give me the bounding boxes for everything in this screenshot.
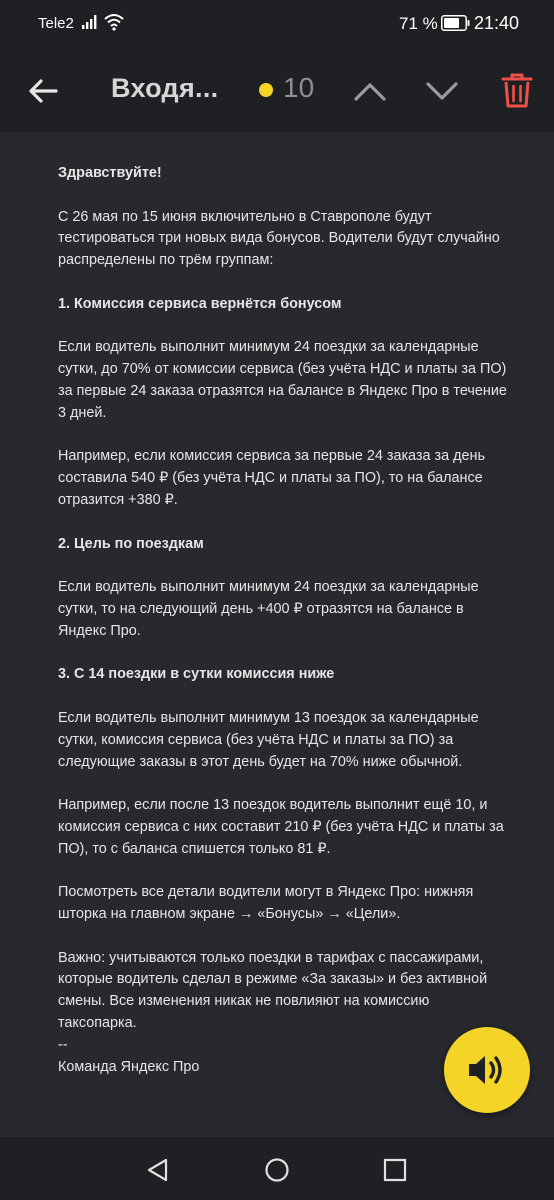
read-aloud-button[interactable] xyxy=(444,1027,530,1113)
square-recents-icon xyxy=(383,1158,407,1182)
section-3-title: 3. С 14 поездки в сутки комиссия ниже xyxy=(58,666,335,683)
system-back-button[interactable] xyxy=(145,1157,171,1183)
section-3-example: Например, если после 13 поездок водитель выполнит ещё 10, и комиссия сервиса с них составит 210 ₽ (без учёта НДС и платы за ПО), то с баланса спишется только 81 ₽. xyxy=(58,797,504,857)
folder-title: Входя... xyxy=(111,73,219,103)
section-2-text: Если водитель выполнит минимум 24 поездки за календарные сутки, то на следующий день +400 ₽ отразятся на балансе в Яндекс Про. xyxy=(58,579,479,639)
chevron-up-icon xyxy=(350,72,390,110)
carrier-name: Tele2 xyxy=(38,15,74,32)
section-1-title: 1. Комиссия сервиса вернётся бонусом xyxy=(58,295,342,312)
wifi-icon xyxy=(104,13,124,36)
greeting: Здравствуйте! xyxy=(58,165,162,181)
message-toolbar xyxy=(0,48,554,132)
speaker-icon xyxy=(466,1052,508,1088)
previous-message-button[interactable] xyxy=(350,72,390,110)
system-recents-button[interactable] xyxy=(383,1158,407,1182)
unread-dot-icon xyxy=(259,83,273,97)
status-time: 21:40 xyxy=(474,13,520,33)
details-paragraph: Посмотреть все детали водители могут в Яндекс Про: нижняя шторка на главном экране → «Бонусы» → «Цели». xyxy=(58,884,474,923)
circle-home-icon xyxy=(264,1157,290,1183)
important-paragraph: Важно: учитываются только поездки в тарифах с пассажирами, которые водитель сделал в режиме «За заказы» и без активной смены. Все изменения никак не повлияют на комиссию таксопарка. xyxy=(58,949,488,1032)
back-button[interactable] xyxy=(24,72,62,110)
signature-separator: -- xyxy=(58,1036,68,1053)
system-home-button[interactable] xyxy=(264,1157,290,1183)
system-nav-bar xyxy=(0,1137,554,1200)
unread-count: 10 xyxy=(283,72,315,103)
arrow-left-icon xyxy=(24,72,62,110)
battery-icon xyxy=(441,15,470,36)
triangle-back-icon xyxy=(145,1157,171,1183)
signature: Команда Яндекс Про xyxy=(58,1058,200,1075)
next-message-button[interactable] xyxy=(422,72,462,110)
section-3-text: Если водитель выполнит минимум 13 поездок за календарные сутки, комиссия сервиса (без учёта НДС и платы за ПО) за следующие заказы в этот день будет на 70% ниже обычной. xyxy=(58,709,479,770)
battery-percent: 71 % xyxy=(399,14,438,33)
section-1-text: Если водитель выполнит минимум 24 поездки за календарные сутки, до 70% от комиссии сервиса (без учёта НДС и платы за ПО) за первые 24 заказа отразятся на балансе в Яндекс Про в течение 3 дней. xyxy=(58,339,507,421)
chevron-down-icon xyxy=(422,72,462,110)
delete-button[interactable] xyxy=(500,70,534,110)
trash-icon xyxy=(500,70,534,110)
section-2-title: 2. Цель по поездкам xyxy=(58,535,204,552)
section-1-example: Например, если комиссия сервиса за первые 24 заказа за день составила 540 ₽ (без учёта НДС и платы за ПО), то на балансе отразится +380 ₽. xyxy=(58,448,485,508)
signal-icon xyxy=(82,14,98,35)
message-body xyxy=(58,163,508,1078)
status-bar xyxy=(0,0,554,48)
intro-paragraph: С 26 мая по 15 июня включительно в Ставрополе будут тестироваться три новых вида бонусов. Водители будут случайно распределены по трём группам: xyxy=(58,208,500,269)
